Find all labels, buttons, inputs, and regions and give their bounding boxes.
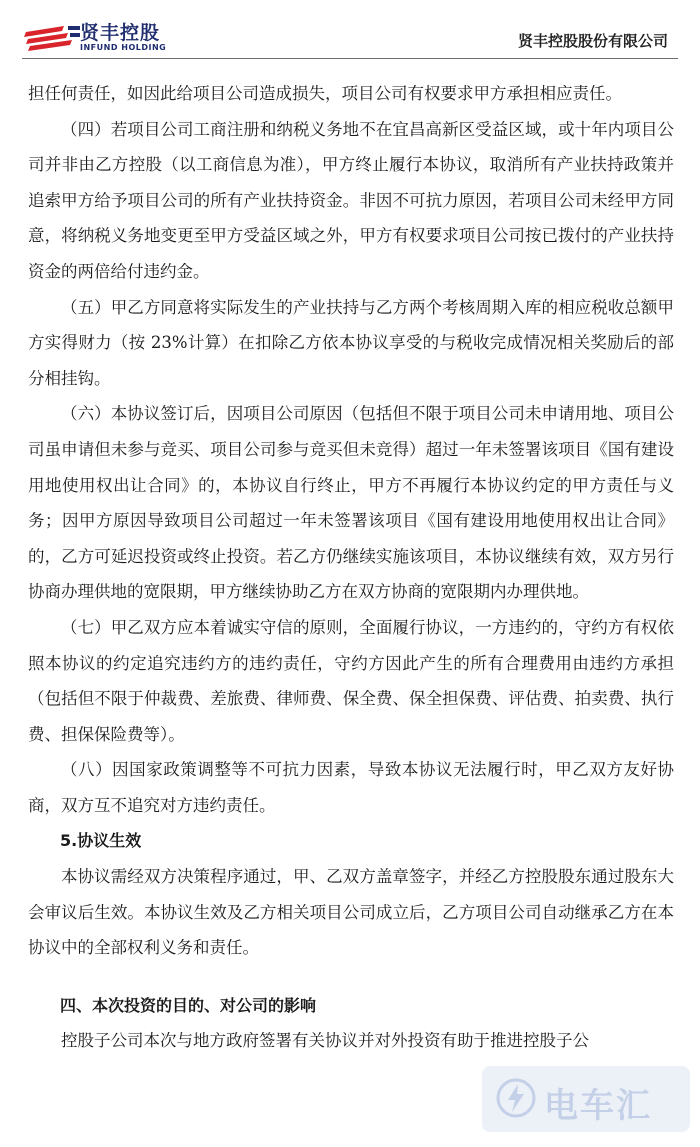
watermark <box>482 1066 690 1132</box>
section-gap <box>28 966 674 988</box>
header-divider <box>22 58 678 59</box>
logo-english-name: INFUND HOLDING <box>80 43 167 52</box>
paragraph-clause-8: （八）因国家政策调整等不可抗力因素，导致本协议无法履行时，甲乙双方友好协商，双方互不追究对方违约责任。 <box>28 760 674 815</box>
section-5-text: 本协议需经双方决策程序通过，甲、乙双方盖章签字，并经乙方控股股东通过股东大会审议后生效。本协议生效及乙方相关项目公司成立后，乙方项目公司自动继承乙方在本协议中的全部权利义务和责任。 <box>28 867 674 958</box>
page-header <box>0 0 700 60</box>
watermark-text: 电车汇 <box>544 1086 652 1126</box>
document-body <box>28 76 674 1059</box>
logo-chinese-name: 贤丰控股 <box>80 22 161 44</box>
logo-text <box>80 23 166 53</box>
paragraph-clause-7: （七）甲乙双方应本着诚实守信的原则，全面履行协议，一方违约的，守约方有权依照本协议的约定追究违约方的违约责任，守约方因此产生的所有合理费用由违约方承担（包括但不限于仲裁费、差旅费、律师费、保全费、保全担保费、评估费、拍卖费、执行费、担保保险费等）。 <box>28 617 674 744</box>
company-name: 贤丰控股股份有限公司 <box>517 32 668 50</box>
section-5-heading: 5.协议生效 <box>60 831 142 851</box>
watermark-logo-icon <box>496 1078 536 1118</box>
paragraph-clause-4: （四）若项目公司工商注册和纳税义务地不在宜昌高新区受益区域，或十年内项目公司并非由乙方控股（以工商信息为准），甲方终止履行本协议，取消所有产业扶持政策并追索甲方给予项目公司的所有产业扶持资金。非因不可抗力原因，若项目公司未经甲方同意，将纳税义务地变更至甲方受益区域之外，甲方有权要求项目公司按已拨付的产业扶持资金的两倍给付违约金。 <box>28 119 674 281</box>
paragraph-continuation: 担任何责任，如因此给项目公司造成损失，项目公司有权要求甲方承担相应责任。 <box>28 84 622 103</box>
section-4-heading: 四、本次投资的目的、对公司的影响 <box>60 995 317 1015</box>
section-4-text: 控股子公司本次与地方政府签署有关协议并对外投资有助于推进控股子公 <box>61 1031 589 1051</box>
paragraph-clause-5: （五）甲乙方同意将实际发生的产业扶持与乙方两个考核周期入库的相应税收总额甲方实得财力（按 23%计算）在扣除乙方依本协议享受的与税收完成情况相关奖励后的部分相挂钩。 <box>28 297 674 388</box>
paragraph-clause-6: （六）本协议签订后，因项目公司原因（包括但不限于项目公司未申请用地、项目公司虽申请但未参与竞买、项目公司参与竞买但未竞得）超过一年未签署该项目《国有建设用地使用权出让合同》的，本协议自行终止，甲方不再履行本协议约定的甲方责任与义务；因甲方原因导致项目公司超过一年未签署该项目《国有建设用地使用权出让合同》的，乙方可延迟投资或终止投资。若乙方仍继续实施该项目，本协议继续有效，双方另行协商办理供地的宽限期，甲方继续协助乙方在双方协商的宽限期内办理供地。 <box>28 404 674 602</box>
xianfeng-logo-icon <box>24 22 82 52</box>
